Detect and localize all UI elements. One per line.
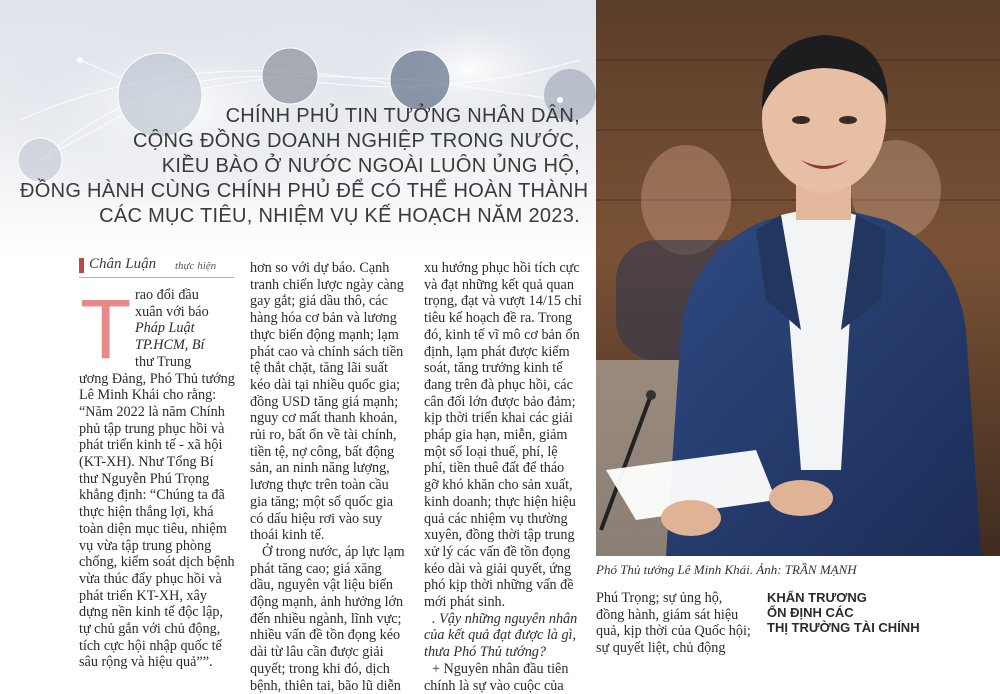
drop-cap: T [80,282,132,376]
article-text-line: đồng hành, giám sát hiệu [596,606,739,623]
article-text-line: Lê Minh Khái cho rằng: [79,387,217,404]
article-text-line: kịp thời triển khai các giải [424,410,573,427]
article-text-line: tự chủ gắn với chủ động, [79,621,221,638]
article-text-line: nguy cơ mất thanh khoản, [250,410,398,427]
article-text-line: cân đối lớn được bảo đảm; [424,393,576,410]
article-text-line: đang trên đà phục hồi, các [424,376,573,393]
article-text-line: gay gắt; giá dầu thô, các [250,293,388,310]
article-text-line: “Năm 2022 là năm Chính [79,403,225,420]
article-text-line: bệnh, thiên tai, bão lũ diễn [250,677,401,694]
article-text-line: Pháp Luật [135,320,195,337]
article-text-line: Ở trong nước, áp lực lạm [262,543,405,560]
article-text-line: thực biến động mạnh; lạm [250,326,399,343]
article-text-line: kéo dài và giải quyết, ứng [424,560,572,577]
article-text-line: + Nguyên nhân đầu tiên [432,660,569,677]
article-text-line: tranh chiến lược ngày càng [250,276,404,293]
byline [79,255,234,278]
article-text-line: quyết; trong khi đó, dịch [250,660,390,677]
article-text-line: định, lạm phát được kiểm [424,343,570,360]
article-text-line: có dấu hiệu rơi vào suy [250,510,383,527]
article-column-3 [424,260,594,694]
subheading-line: ỔN ĐỊNH CÁC [767,605,854,620]
article-text-line: chính là sự vào cuộc của [424,677,564,694]
article-text-line: thư Trung [135,353,192,370]
article-text-line: thoái kinh tế. [250,527,325,544]
headline-line: CỘNG ĐỒNG DOANH NGHIỆP TRONG NƯỚC, [132,130,580,152]
article-text-line: đó, kinh tế vĩ mô cơ bản ổn [424,326,580,343]
article-text-line: vừa thúc đẩy phục hồi và [79,570,222,587]
headline-line: ĐỒNG HÀNH CÙNG CHÍNH PHỦ ĐỂ CÓ THỂ HOÀN THÀNH [20,180,589,202]
article-text-line: phát triển kinh tế - xã hội [79,437,223,454]
article-text-line: thưa Phó Thủ tướng? [424,644,546,661]
article-text-line: phủ tập trung phục hồi và [79,420,225,437]
article-text-line: đến nhiều ngành, lĩnh vực; [250,610,402,627]
article-text-line: trọng, đạt và vượt 14/15 chỉ [424,293,582,310]
article-column-2 [250,260,420,694]
article-text-line: rao đổi đầu [135,287,199,303]
article-text-line: soát, tăng trưởng kinh tế [424,360,563,377]
article-text-line: dầu, nguyên vật liệu biến [250,577,394,594]
article-text-line: gỡ khó khăn cho sản xuất, [424,477,573,494]
article-text-line: TP.HCM, Bí [135,337,205,354]
article-text-line: xử lý các vấn đề tồn đọng [424,543,571,560]
article-text-line: thư Nguyễn Phú Trọng [79,470,210,487]
article-text-line: phí, tiền thuê đất để tháo [424,460,565,477]
article-text-line: ương Đảng, Phó Thủ tướng [79,370,235,387]
article-text-line: kéo dài tại nhiều quốc gia; [250,376,401,393]
headline-line: CHÍNH PHỦ TIN TƯỞNG NHÂN DÂN, [225,105,580,127]
article-text-line: phó kịp thời những vấn đề [424,577,574,594]
article-text-line: xuyên, đồng thời tập trung [424,527,575,544]
article-text-line: pháp gia hạn, miễn, giảm [424,427,568,444]
article-text-line: kinh doanh; thực hiện hiệu [424,493,576,510]
article-text-line: toàn diện mục tiêu, nhiệm [79,520,227,537]
article-text-line: hàng hóa cơ bản và lương [250,310,397,327]
official-photo [596,0,1000,556]
article-text-line: quả, kịp thời của Quốc hội; [596,623,751,640]
photo-caption: Phó Thủ tướng Lê Minh Khái. Ảnh: TRẦN MẠNH [596,562,857,577]
article-text-line: . Vậy những nguyên nhân [432,610,578,627]
subheading-line: KHẨN TRƯƠNG [767,590,867,605]
article-text-line: dài từ lâu cần được giải [250,644,384,661]
article-text-line: sự quyết liệt, chủ động [596,640,726,657]
article-text-line: (KT-XH). Như Tổng Bí [79,454,214,471]
headline-line: CÁC MỤC TIÊU, NHIỆM VỤ KẾ HOẠCH NĂM 2023. [99,205,580,227]
article-text-line: vụ vừa tập trung phòng [79,537,212,554]
article-text-line: thực hiện thắng lợi, khá [79,504,214,521]
article-text-line: xu hướng phục hồi tích cực [424,260,580,276]
author-name: Chân Luận [89,256,157,272]
article-text-line: hơn so với dự báo. Cạnh [250,260,390,276]
article-text-line: tệ thắt chặt, tăng lãi suất [250,360,388,377]
article-text-line: và đạt những kết quả quan [424,276,574,293]
article-text-line: tích cực hội nhập quốc tế [79,637,222,654]
article-text-line: nhiều vấn đề tồn đọng kéo [250,627,401,644]
article-text-line: dựng nền kinh tế độc lập, [79,604,224,621]
article-text-line: phát triển KT-XH, xây [79,587,207,604]
article-text-line: Phú Trọng; sự ủng hộ, [596,590,723,606]
article-column-1 [79,282,239,671]
byline-accent-bar [79,258,84,273]
author-role: thực hiện [175,260,217,272]
article-text-line: gia tăng; một số quốc gia [250,493,394,510]
article-text-line: sâu rộng và hiệu quả””. [79,654,213,671]
subheading-line: THỊ TRƯỜNG TÀI CHÍNH [767,620,920,635]
article-text-line: đồng USD tăng giá mạnh; [250,393,399,410]
article-text-line: chống, kiểm soát dịch bệnh [79,554,235,571]
article-text-line: rủi ro, bất ổn về tài chính, [250,427,397,444]
article-column-4 [596,590,761,657]
article-text-line: phát cao và chính sách tiền [250,343,404,360]
article-text-line: quả các nhiệm vụ thường [424,510,568,527]
headline [20,104,589,229]
article-text-line: sản, an ninh năng lượng, [250,460,390,477]
article-text-line: khẳng định: “Chúng ta đã [79,487,225,504]
article-text-line: xuân với báo [135,303,209,320]
article-text-line: của kết quả đạt được là gì, [424,627,577,644]
article-text-line: tiêu kế hoạch đề ra. Trong [424,310,573,327]
article-text-line: một số loại thuế, phí, lệ [424,443,558,460]
article-text-line: tiền tệ, nợ công, bất động [250,443,395,460]
article-text-line: phát tăng cao; giá xăng [250,560,382,577]
article-text-line: lương thực trên toàn cầu [250,477,389,494]
article-text-line: động mạnh, ảnh hưởng lớn [250,594,404,611]
article-text-line: mới phát sinh. [424,594,506,611]
section-subheading [767,590,920,635]
headline-line: KIỀU BÀO Ở NƯỚC NGOÀI LUÔN ỦNG HỘ, [161,155,580,177]
